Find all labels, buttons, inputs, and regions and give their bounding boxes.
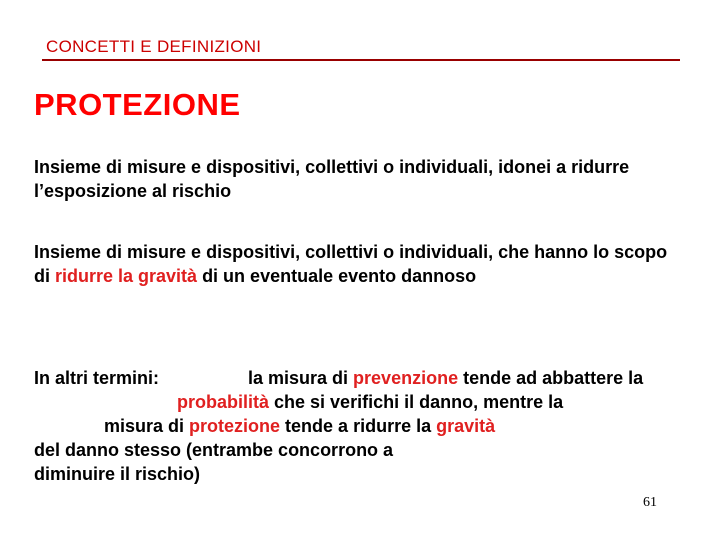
conclusion-l1-text-b: tende ad abbattere la xyxy=(458,368,644,388)
highlight-prevenzione: prevenzione xyxy=(353,368,459,388)
page-number: 61 xyxy=(643,495,657,510)
definition-2-text-end: di un eventuale evento dannoso xyxy=(197,266,477,286)
section-heading: CONCETTI E DEFINIZIONI xyxy=(46,37,262,56)
highlight-gravita: gravità xyxy=(436,416,496,436)
conclusion-l3-text-b: tende a ridurre la xyxy=(280,416,437,436)
highlight-probabilita: probabilità xyxy=(177,392,270,412)
conclusion-l3-text-a: misura di xyxy=(104,416,190,436)
conclusion-l2-text: che si verifichi il danno, mentre la xyxy=(269,392,564,412)
definition-paragraph-2 xyxy=(34,240,674,288)
conclusion-line-1 xyxy=(34,366,694,390)
conclusion-line-4: del danno stesso (entrambe concorrono a xyxy=(34,440,394,460)
conclusion-line-2 xyxy=(34,390,694,414)
highlight-protezione: protezione xyxy=(189,416,281,436)
highlight-gravity-reduction: ridurre la gravità xyxy=(55,266,198,286)
conclusion-l1-text-a: la misura di xyxy=(248,368,354,388)
conclusion-line-5: diminuire il rischio) xyxy=(34,464,201,484)
page-title: PROTEZIONE xyxy=(34,87,241,122)
conclusion-line-3 xyxy=(34,414,694,438)
definition-paragraph-1: Insieme di misure e dispositivi, collettivi o individuali, idonei a ridurre l’esposizione al rischio xyxy=(34,157,630,201)
conclusion-block xyxy=(34,366,694,486)
heading-rule xyxy=(42,59,680,61)
definition-2-text-start: Insieme di misure e dispositivi, collettivi o individuali, che hanno lo scopo di xyxy=(34,242,668,286)
conclusion-lead: In altri termini: xyxy=(34,368,160,388)
